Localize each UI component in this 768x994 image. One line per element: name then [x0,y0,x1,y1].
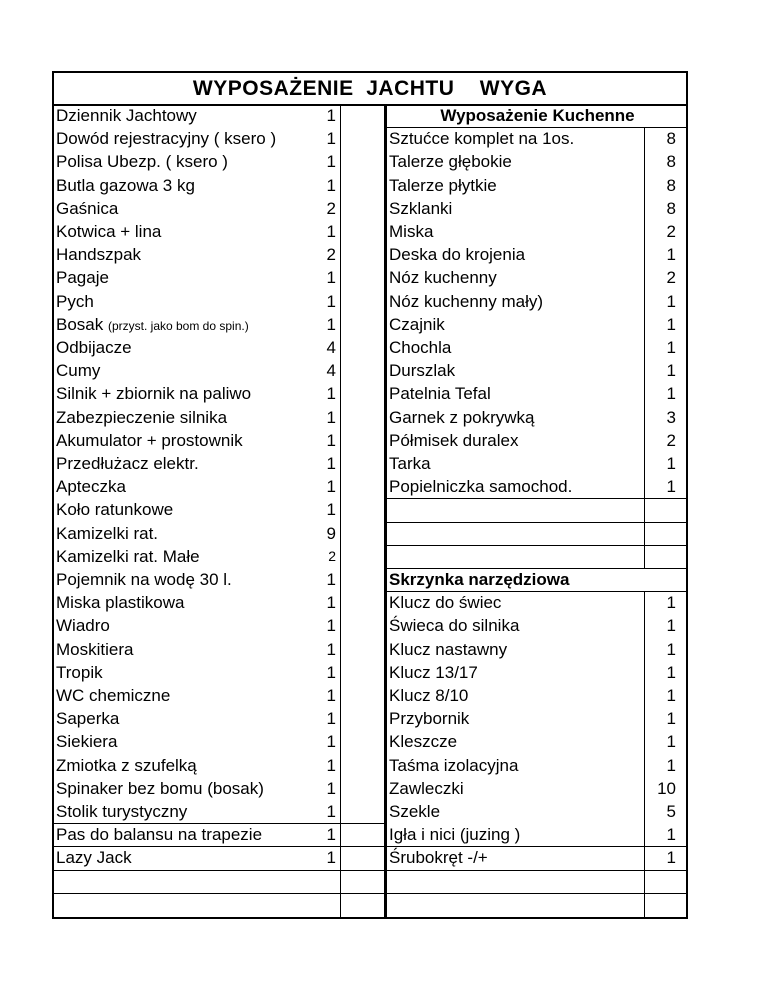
left-item-name: Gaśnica [56,198,119,218]
left-item-qty: 1 [326,268,336,288]
left-item-qty: 9 [326,523,336,543]
left-item-name: Stolik turystyczny [56,802,188,821]
left-item-name: Spinaker bez bomu (bosak) [56,778,264,798]
left-item-qty: 1 [326,129,336,149]
left-item-qty: 1 [326,152,336,172]
left-row-rule [54,846,384,847]
kitchen-item-name [387,545,643,568]
left-item-qty: 1 [326,825,336,845]
left-item-qty: 1 [326,106,336,125]
tools-row-rule [384,870,686,871]
left-item-name: Handszpak [56,245,142,265]
tool-item-name: Kleszcze [389,732,458,752]
left-item-qty [300,893,336,916]
left-item-qty: 1 [326,222,336,241]
left-item-name: Cumy [56,361,101,381]
left-item-qty: 1 [326,593,336,613]
left-item-name: Miska plastikowa [56,593,185,613]
tool-item-name: Klucz nastawny [389,639,508,659]
kitchen-item-qty [644,545,676,568]
kitchen-item-qty: 1 [666,361,676,381]
kitchen-item-name [387,522,643,545]
tool-item-qty: 10 [657,778,676,798]
left-row-rule [54,823,384,824]
left-item-qty: 2 [326,245,336,265]
left-qty-divider [340,104,341,917]
left-item-name [54,313,338,336]
tool-item-name: Klucz do świec [389,593,502,613]
left-item-name: Pagaje [56,268,109,288]
left-item-name: Apteczka [56,477,126,497]
kitchen-item-qty [644,522,676,545]
kitchen-item-name: Chochla [389,338,452,357]
left-item-name: Wiadro [56,616,110,636]
kitchen-item-qty: 8 [666,198,676,218]
left-item-name: Tropik [56,662,103,682]
left-row-rule [54,870,384,871]
left-item-name: WC chemiczne [56,686,171,705]
left-item-name: Akumulator + prostownik [56,430,243,450]
tool-item-name: Zawleczki [389,778,464,798]
tool-item-qty: 5 [666,802,676,821]
equipment-sheet [52,71,688,919]
left-item-name: Pych [56,291,94,311]
left-item-name [54,893,338,916]
kitchen-qty-divider [644,127,645,568]
left-item-qty: 1 [326,639,336,659]
kitchen-row-rule [384,545,686,546]
tool-item-qty: 1 [666,825,676,845]
kitchen-section-header: Wyposażenie Kuchenne [440,106,635,125]
kitchen-item-qty: 3 [666,407,676,427]
tool-item-name: Śrubokręt -/+ [389,848,488,868]
kitchen-item-qty: 1 [666,338,676,357]
left-item-name: Dowód rejestracyjny ( ksero ) [56,129,277,149]
kitchen-item-qty: 8 [666,152,676,172]
tools-section-header: Skrzynka narzędziowa [389,570,570,589]
left-item-name-text: Bosak [56,314,104,334]
kitchen-item-name: Szklanki [389,198,453,218]
tool-item-qty: 1 [666,848,676,868]
left-item-name: Pas do balansu na trapezie [56,825,263,845]
left-item-qty: 1 [326,616,336,636]
kitchen-item-name: Deska do krojenia [389,245,526,265]
left-item-name: Pojemnik na wodę 30 l. [56,570,232,589]
left-item-qty: 1 [326,291,336,311]
left-item-name: Moskitiera [56,639,134,659]
left-item-qty: 1 [326,686,336,705]
left-item-qty: 1 [326,454,336,473]
kitchen-item-qty: 2 [666,430,676,450]
left-item-name: Przedłużacz elektr. [56,454,199,473]
kitchen-item-qty: 1 [666,384,676,404]
left-item-qty: 1 [326,709,336,729]
page-title: WYPOSAŻENIE JACHTU WYGA [54,73,686,106]
left-item-qty [300,870,336,893]
left-item-qty: 4 [326,361,336,381]
left-item-qty: 1 [326,477,336,497]
kitchen-item-name: Czajnik [389,314,445,334]
kitchen-item-qty: 2 [666,268,676,288]
left-item-qty: 1 [326,430,336,450]
kitchen-item-name: Tarka [389,454,431,473]
kitchen-item-qty: 1 [666,245,676,265]
kitchen-item-qty: 1 [666,291,676,311]
left-item-name: Lazy Jack [56,848,132,868]
left-item-qty: 1 [326,570,336,589]
left-item-name: Koło ratunkowe [56,500,174,520]
kitchen-item-name: Talerze głębokie [389,152,512,172]
kitchen-item-name: Sztućce komplet na 1os. [389,129,575,149]
left-item-qty: 1 [326,314,336,334]
left-item-name: Kamizelki rat. Małe [56,546,200,566]
left-item-name: Odbijacze [56,338,132,357]
left-item-name: Butla gazowa 3 kg [56,175,195,195]
left-item-qty: 1 [326,662,336,682]
kitchen-item-name: Półmisek duralex [389,430,519,450]
left-item-note: (przyst. jako bom do spin.) [107,318,249,333]
kitchen-item-qty: 1 [666,314,676,334]
tool-item-name: Klucz 8/10 [389,686,469,705]
left-item-qty: 2 [328,547,336,564]
tool-item-qty: 1 [666,686,676,705]
kitchen-item-name: Durszlak [389,361,456,381]
tools-row-rule [384,846,686,847]
left-item-qty: 1 [326,500,336,520]
left-row-rule [54,893,384,894]
tool-item-name: Przybornik [389,709,470,729]
kitchen-item-name: Popielniczka samochod. [389,477,573,497]
left-item-qty: 1 [326,407,336,427]
tools-qty-divider [644,591,645,917]
tool-item-qty [644,870,676,893]
left-item-qty: 1 [326,802,336,821]
left-item-name: Zmiotka z szufelką [56,755,197,775]
left-item-qty: 1 [326,778,336,798]
kitchen-item-qty: 8 [666,175,676,195]
tool-item-name: Igła i nici (juzing ) [389,825,521,845]
tool-item-qty [644,893,676,916]
left-item-qty: 1 [326,384,336,404]
tool-item-qty: 1 [666,755,676,775]
kitchen-item-qty: 2 [666,222,676,241]
left-item-name: Kotwica + lina [56,222,162,241]
kitchen-item-name: Nóz kuchenny mały) [389,291,544,311]
tool-item-qty: 1 [666,732,676,752]
left-item-name: Siekiera [56,732,118,752]
kitchen-row-rule [384,522,686,523]
left-item-name: Saperka [56,709,120,729]
tool-item-qty: 1 [666,709,676,729]
tools-row-rule [384,893,686,894]
tool-item-name: Klucz 13/17 [389,662,478,682]
left-item-name: Dziennik Jachtowy [56,106,197,125]
kitchen-row-rule [384,498,686,499]
left-item-name: Kamizelki rat. [56,523,159,543]
kitchen-item-name: Garnek z pokrywką [389,407,535,427]
kitchen-item-name [387,498,643,521]
tool-item-qty: 1 [666,662,676,682]
tool-item-name: Taśma izolacyjna [389,755,519,775]
kitchen-item-name: Patelnia Tefal [389,384,491,404]
tool-item-qty: 1 [666,593,676,613]
kitchen-item-qty [644,498,676,521]
kitchen-item-name: Talerze płytkie [389,175,497,195]
left-item-qty: 1 [326,848,336,868]
left-item-qty: 1 [326,732,336,752]
tool-item-name: Szekle [389,802,441,821]
kitchen-item-name: Miska [389,222,434,241]
kitchen-item-name: Nóz kuchenny [389,268,497,288]
tool-item-name [387,870,643,893]
left-item-qty: 2 [326,198,336,218]
left-item-name: Polisa Ubezp. ( ksero ) [56,152,228,172]
left-item-qty: 4 [326,338,336,357]
tool-item-qty: 1 [666,639,676,659]
kitchen-item-qty: 1 [666,454,676,473]
tool-item-name [387,893,643,916]
kitchen-item-qty: 8 [666,129,676,149]
left-item-name [54,870,338,893]
tool-item-qty: 1 [666,616,676,636]
left-item-name: Silnik + zbiornik na paliwo [56,384,252,404]
left-item-name: Zabezpieczenie silnika [56,407,228,427]
left-item-qty: 1 [326,755,336,775]
left-item-qty: 1 [326,175,336,195]
tool-item-name: Świeca do silnika [389,616,520,636]
kitchen-item-qty: 1 [666,477,676,497]
